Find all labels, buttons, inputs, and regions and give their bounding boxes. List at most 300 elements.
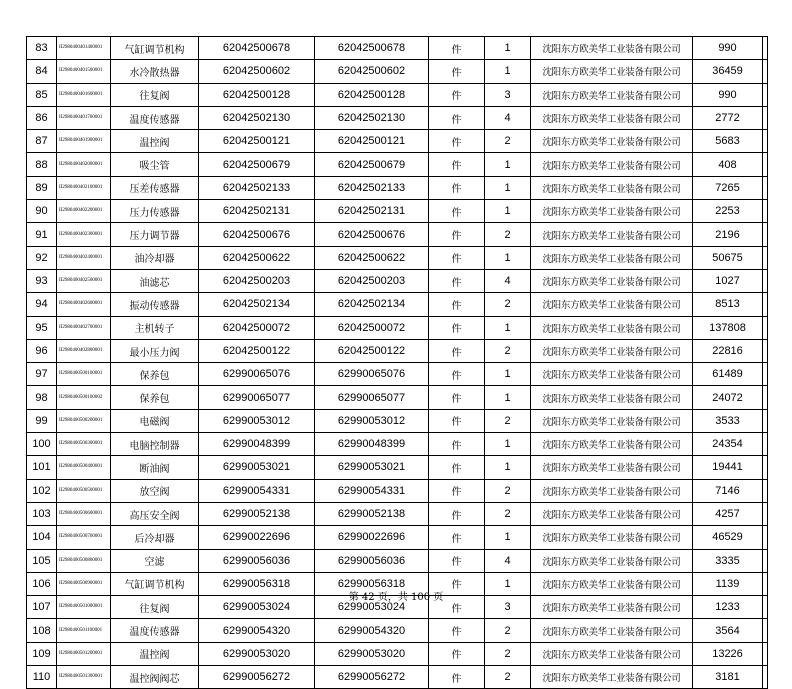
empty-cell xyxy=(763,526,768,549)
item-name-cell: 压力传感器 xyxy=(111,200,199,223)
part-number-cell: 62990065077 xyxy=(199,386,315,409)
material-code-cell: II2980400401600001 xyxy=(57,83,111,106)
quantity-cell: 1 xyxy=(485,363,531,386)
empty-cell xyxy=(763,363,768,386)
item-name-cell: 最小压力阀 xyxy=(111,339,199,362)
part-number-alt-cell: 62990052138 xyxy=(315,502,429,525)
part-number-cell: 62042502130 xyxy=(199,106,315,129)
empty-cell xyxy=(763,339,768,362)
item-name-cell: 油滤芯 xyxy=(111,269,199,292)
material-code-cell: II2980400500100001 xyxy=(57,363,111,386)
unit-cell: 件 xyxy=(429,60,485,83)
unit-cell: 件 xyxy=(429,37,485,60)
empty-cell xyxy=(763,642,768,665)
empty-cell xyxy=(763,666,768,689)
part-number-cell: 62042502131 xyxy=(199,200,315,223)
part-number-cell: 62990056318 xyxy=(199,572,315,595)
price-cell: 46529 xyxy=(693,526,763,549)
supplier-cell: 沈阳东方欧美华工业装备有限公司 xyxy=(531,433,693,456)
item-name-cell: 放空阀 xyxy=(111,479,199,502)
row-number-cell: 99 xyxy=(27,409,57,432)
row-number-cell: 97 xyxy=(27,363,57,386)
price-cell: 1233 xyxy=(693,596,763,619)
part-number-alt-cell: 62990056036 xyxy=(315,549,429,572)
empty-cell xyxy=(763,433,768,456)
part-number-alt-cell: 62042500676 xyxy=(315,223,429,246)
supplier-cell: 沈阳东方欧美华工业装备有限公司 xyxy=(531,339,693,362)
part-number-alt-cell: 62042500679 xyxy=(315,153,429,176)
part-number-alt-cell: 62042502133 xyxy=(315,176,429,199)
item-name-cell: 高压安全阀 xyxy=(111,502,199,525)
part-number-alt-cell: 62042500128 xyxy=(315,83,429,106)
empty-cell xyxy=(763,200,768,223)
empty-cell xyxy=(763,502,768,525)
part-number-cell: 62042500128 xyxy=(199,83,315,106)
row-number-cell: 95 xyxy=(27,316,57,339)
row-number-cell: 108 xyxy=(27,619,57,642)
price-cell: 5683 xyxy=(693,130,763,153)
supplier-cell: 沈阳东方欧美华工业装备有限公司 xyxy=(531,83,693,106)
empty-cell xyxy=(763,293,768,316)
empty-cell xyxy=(763,176,768,199)
part-number-alt-cell: 62042500203 xyxy=(315,269,429,292)
unit-cell: 件 xyxy=(429,642,485,665)
supplier-cell: 沈阳东方欧美华工业装备有限公司 xyxy=(531,549,693,572)
part-number-cell: 62042500679 xyxy=(199,153,315,176)
quantity-cell: 1 xyxy=(485,60,531,83)
unit-cell: 件 xyxy=(429,176,485,199)
unit-cell: 件 xyxy=(429,269,485,292)
quantity-cell: 2 xyxy=(485,619,531,642)
price-cell: 8513 xyxy=(693,293,763,316)
row-number-cell: 88 xyxy=(27,153,57,176)
part-number-cell: 62990056036 xyxy=(199,549,315,572)
item-name-cell: 往复阀 xyxy=(111,83,199,106)
price-cell: 50675 xyxy=(693,246,763,269)
table-row xyxy=(27,433,768,456)
unit-cell: 件 xyxy=(429,200,485,223)
item-name-cell: 水冷散热器 xyxy=(111,60,199,83)
table-row xyxy=(27,502,768,525)
material-code-cell: II2980400402600001 xyxy=(57,293,111,316)
quantity-cell: 1 xyxy=(485,246,531,269)
unit-cell: 件 xyxy=(429,619,485,642)
unit-cell: 件 xyxy=(429,316,485,339)
supplier-cell: 沈阳东方欧美华工业装备有限公司 xyxy=(531,363,693,386)
part-number-cell: 62990054320 xyxy=(199,619,315,642)
part-number-alt-cell: 62990053024 xyxy=(315,596,429,619)
price-cell: 36459 xyxy=(693,60,763,83)
empty-cell xyxy=(763,409,768,432)
material-code-cell: II2980400402200001 xyxy=(57,200,111,223)
item-name-cell: 空滤 xyxy=(111,549,199,572)
part-number-alt-cell: 62042500622 xyxy=(315,246,429,269)
price-cell: 3181 xyxy=(693,666,763,689)
table-row xyxy=(27,386,768,409)
material-code-cell: II2980400401700001 xyxy=(57,106,111,129)
material-code-cell: II2980400501100001 xyxy=(57,619,111,642)
unit-cell: 件 xyxy=(429,223,485,246)
unit-cell: 件 xyxy=(429,456,485,479)
part-number-cell: 62042500602 xyxy=(199,60,315,83)
unit-cell: 件 xyxy=(429,153,485,176)
item-name-cell: 温度传感器 xyxy=(111,106,199,129)
item-name-cell: 温控阀 xyxy=(111,642,199,665)
part-number-cell: 62990022696 xyxy=(199,526,315,549)
price-cell: 408 xyxy=(693,153,763,176)
quantity-cell: 1 xyxy=(485,572,531,595)
price-cell: 1139 xyxy=(693,572,763,595)
price-cell: 990 xyxy=(693,37,763,60)
quantity-cell: 1 xyxy=(485,433,531,456)
part-number-alt-cell: 62042502130 xyxy=(315,106,429,129)
item-name-cell: 后冷却器 xyxy=(111,526,199,549)
item-name-cell: 电脑控制器 xyxy=(111,433,199,456)
row-number-cell: 106 xyxy=(27,572,57,595)
price-cell: 7265 xyxy=(693,176,763,199)
part-number-alt-cell: 62042500678 xyxy=(315,37,429,60)
table-row xyxy=(27,339,768,362)
part-number-alt-cell: 62042500602 xyxy=(315,60,429,83)
supplier-cell: 沈阳东方欧美华工业装备有限公司 xyxy=(531,293,693,316)
row-number-cell: 93 xyxy=(27,269,57,292)
material-code-cell: II2980400401900001 xyxy=(57,130,111,153)
supplier-cell: 沈阳东方欧美华工业装备有限公司 xyxy=(531,176,693,199)
quantity-cell: 2 xyxy=(485,642,531,665)
part-number-alt-cell: 62990054320 xyxy=(315,619,429,642)
price-cell: 22816 xyxy=(693,339,763,362)
row-number-cell: 109 xyxy=(27,642,57,665)
supplier-cell: 沈阳东方欧美华工业装备有限公司 xyxy=(531,246,693,269)
part-number-cell: 62042500122 xyxy=(199,339,315,362)
price-cell: 2772 xyxy=(693,106,763,129)
part-number-cell: 62990053020 xyxy=(199,642,315,665)
empty-cell xyxy=(763,83,768,106)
part-number-alt-cell: 62042502134 xyxy=(315,293,429,316)
row-number-cell: 89 xyxy=(27,176,57,199)
part-number-cell: 62990053012 xyxy=(199,409,315,432)
price-cell: 19441 xyxy=(693,456,763,479)
empty-cell xyxy=(763,386,768,409)
part-number-cell: 62990052138 xyxy=(199,502,315,525)
quantity-cell: 1 xyxy=(485,200,531,223)
row-number-cell: 83 xyxy=(27,37,57,60)
empty-cell xyxy=(763,37,768,60)
supplier-cell: 沈阳东方欧美华工业装备有限公司 xyxy=(531,223,693,246)
table-row xyxy=(27,223,768,246)
price-cell: 7146 xyxy=(693,479,763,502)
empty-cell xyxy=(763,223,768,246)
table-row xyxy=(27,409,768,432)
row-number-cell: 101 xyxy=(27,456,57,479)
quantity-cell: 2 xyxy=(485,223,531,246)
part-number-cell: 62990065076 xyxy=(199,363,315,386)
empty-cell xyxy=(763,479,768,502)
row-number-cell: 87 xyxy=(27,130,57,153)
unit-cell: 件 xyxy=(429,596,485,619)
row-number-cell: 98 xyxy=(27,386,57,409)
part-number-alt-cell: 62990056272 xyxy=(315,666,429,689)
item-name-cell: 气缸调节机构 xyxy=(111,37,199,60)
empty-cell xyxy=(763,456,768,479)
part-number-alt-cell: 62990065076 xyxy=(315,363,429,386)
unit-cell: 件 xyxy=(429,293,485,316)
supplier-cell: 沈阳东方欧美华工业装备有限公司 xyxy=(531,572,693,595)
table-row xyxy=(27,479,768,502)
part-number-cell: 62042500072 xyxy=(199,316,315,339)
price-cell: 1027 xyxy=(693,269,763,292)
material-code-cell: II2980400501200001 xyxy=(57,642,111,665)
part-number-cell: 62042500676 xyxy=(199,223,315,246)
unit-cell: 件 xyxy=(429,433,485,456)
unit-cell: 件 xyxy=(429,479,485,502)
part-number-alt-cell: 62990054331 xyxy=(315,479,429,502)
row-number-cell: 105 xyxy=(27,549,57,572)
part-number-alt-cell: 62990056318 xyxy=(315,572,429,595)
row-number-cell: 91 xyxy=(27,223,57,246)
item-name-cell: 保养包 xyxy=(111,386,199,409)
material-code-cell: II2980400500800001 xyxy=(57,549,111,572)
table-row xyxy=(27,642,768,665)
supplier-cell: 沈阳东方欧美华工业装备有限公司 xyxy=(531,456,693,479)
part-number-alt-cell: 62990053021 xyxy=(315,456,429,479)
supplier-cell: 沈阳东方欧美华工业装备有限公司 xyxy=(531,619,693,642)
unit-cell: 件 xyxy=(429,409,485,432)
supplier-cell: 沈阳东方欧美华工业装备有限公司 xyxy=(531,200,693,223)
row-number-cell: 94 xyxy=(27,293,57,316)
row-number-cell: 104 xyxy=(27,526,57,549)
table-row xyxy=(27,666,768,689)
empty-cell xyxy=(763,130,768,153)
material-code-cell: II2980400500300001 xyxy=(57,433,111,456)
item-name-cell: 振动传感器 xyxy=(111,293,199,316)
material-code-cell: II2980400500400001 xyxy=(57,456,111,479)
price-cell: 990 xyxy=(693,83,763,106)
part-number-cell: 62042500203 xyxy=(199,269,315,292)
material-code-cell: II2980400501000001 xyxy=(57,596,111,619)
quantity-cell: 2 xyxy=(485,502,531,525)
material-code-cell: II2980400402400001 xyxy=(57,246,111,269)
empty-cell xyxy=(763,619,768,642)
part-number-alt-cell: 62042500072 xyxy=(315,316,429,339)
table-row xyxy=(27,60,768,83)
quantity-cell: 1 xyxy=(485,176,531,199)
unit-cell: 件 xyxy=(429,106,485,129)
part-number-alt-cell: 62042500121 xyxy=(315,130,429,153)
material-code-cell: II2980400401500001 xyxy=(57,60,111,83)
supplier-cell: 沈阳东方欧美华工业装备有限公司 xyxy=(531,269,693,292)
quantity-cell: 2 xyxy=(485,409,531,432)
supplier-cell: 沈阳东方欧美华工业装备有限公司 xyxy=(531,596,693,619)
row-number-cell: 85 xyxy=(27,83,57,106)
material-code-cell: II2980400501300001 xyxy=(57,666,111,689)
unit-cell: 件 xyxy=(429,363,485,386)
unit-cell: 件 xyxy=(429,386,485,409)
price-cell: 13226 xyxy=(693,642,763,665)
page-footer: 第 42 页，共 100 页 xyxy=(348,592,444,603)
material-code-cell: II2980400500100002 xyxy=(57,386,111,409)
price-cell: 24354 xyxy=(693,433,763,456)
supplier-cell: 沈阳东方欧美华工业装备有限公司 xyxy=(531,409,693,432)
part-number-cell: 62990054331 xyxy=(199,479,315,502)
item-name-cell: 电磁阀 xyxy=(111,409,199,432)
quantity-cell: 1 xyxy=(485,456,531,479)
unit-cell: 件 xyxy=(429,83,485,106)
supplier-cell: 沈阳东方欧美华工业装备有限公司 xyxy=(531,666,693,689)
material-code-cell: II2980400402100001 xyxy=(57,176,111,199)
item-name-cell: 温控阀 xyxy=(111,130,199,153)
table-row xyxy=(27,37,768,60)
quantity-cell: 1 xyxy=(485,37,531,60)
row-number-cell: 84 xyxy=(27,60,57,83)
price-cell: 3564 xyxy=(693,619,763,642)
material-code-cell: II2980400500900001 xyxy=(57,572,111,595)
part-number-alt-cell: 62042502131 xyxy=(315,200,429,223)
item-name-cell: 温控阀阀芯 xyxy=(111,666,199,689)
item-name-cell: 保养包 xyxy=(111,363,199,386)
part-number-cell: 62990056272 xyxy=(199,666,315,689)
supplier-cell: 沈阳东方欧美华工业装备有限公司 xyxy=(531,316,693,339)
row-number-cell: 90 xyxy=(27,200,57,223)
item-name-cell: 温度传感器 xyxy=(111,619,199,642)
empty-cell xyxy=(763,60,768,83)
quantity-cell: 2 xyxy=(485,130,531,153)
unit-cell: 件 xyxy=(429,572,485,595)
empty-cell xyxy=(763,269,768,292)
quantity-cell: 1 xyxy=(485,526,531,549)
table-row xyxy=(27,526,768,549)
row-number-cell: 107 xyxy=(27,596,57,619)
unit-cell: 件 xyxy=(429,502,485,525)
unit-cell: 件 xyxy=(429,246,485,269)
quantity-cell: 3 xyxy=(485,83,531,106)
empty-cell xyxy=(763,549,768,572)
unit-cell: 件 xyxy=(429,549,485,572)
quantity-cell: 3 xyxy=(485,596,531,619)
row-number-cell: 102 xyxy=(27,479,57,502)
material-code-cell: II2980400402300001 xyxy=(57,223,111,246)
quantity-cell: 2 xyxy=(485,666,531,689)
supplier-cell: 沈阳东方欧美华工业装备有限公司 xyxy=(531,526,693,549)
empty-cell xyxy=(763,153,768,176)
table-row xyxy=(27,176,768,199)
part-number-cell: 62042502133 xyxy=(199,176,315,199)
price-cell: 3533 xyxy=(693,409,763,432)
quantity-cell: 4 xyxy=(485,269,531,292)
table-row xyxy=(27,269,768,292)
unit-cell: 件 xyxy=(429,339,485,362)
material-code-cell: II2980400402700001 xyxy=(57,316,111,339)
quantity-cell: 1 xyxy=(485,386,531,409)
row-number-cell: 100 xyxy=(27,433,57,456)
price-cell: 24072 xyxy=(693,386,763,409)
supplier-cell: 沈阳东方欧美华工业装备有限公司 xyxy=(531,502,693,525)
material-code-cell: II2980400500200001 xyxy=(57,409,111,432)
material-code-cell: II2980400500500001 xyxy=(57,479,111,502)
quantity-cell: 2 xyxy=(485,339,531,362)
table-row xyxy=(27,153,768,176)
supplier-cell: 沈阳东方欧美华工业装备有限公司 xyxy=(531,37,693,60)
part-number-cell: 62042500678 xyxy=(199,37,315,60)
table-row xyxy=(27,83,768,106)
table-row xyxy=(27,549,768,572)
quantity-cell: 4 xyxy=(485,106,531,129)
material-code-cell: II2980400401400001 xyxy=(57,37,111,60)
part-number-cell: 62042502134 xyxy=(199,293,315,316)
part-number-cell: 62990053021 xyxy=(199,456,315,479)
supplier-cell: 沈阳东方欧美华工业装备有限公司 xyxy=(531,479,693,502)
unit-cell: 件 xyxy=(429,130,485,153)
quantity-cell: 2 xyxy=(485,293,531,316)
item-name-cell: 气缸调节机构 xyxy=(111,572,199,595)
table-row xyxy=(27,106,768,129)
price-cell: 61489 xyxy=(693,363,763,386)
table-row xyxy=(27,316,768,339)
supplier-cell: 沈阳东方欧美华工业装备有限公司 xyxy=(531,642,693,665)
item-name-cell: 压力调节器 xyxy=(111,223,199,246)
part-number-alt-cell: 62990065077 xyxy=(315,386,429,409)
quantity-cell: 1 xyxy=(485,153,531,176)
row-number-cell: 110 xyxy=(27,666,57,689)
part-number-cell: 62990053024 xyxy=(199,596,315,619)
item-name-cell: 油冷却器 xyxy=(111,246,199,269)
supplier-cell: 沈阳东方欧美华工业装备有限公司 xyxy=(531,130,693,153)
table-row xyxy=(27,363,768,386)
item-name-cell: 断油阀 xyxy=(111,456,199,479)
price-cell: 2253 xyxy=(693,200,763,223)
row-number-cell: 92 xyxy=(27,246,57,269)
part-number-alt-cell: 62990022696 xyxy=(315,526,429,549)
quantity-cell: 1 xyxy=(485,316,531,339)
material-code-cell: II2980400500700001 xyxy=(57,526,111,549)
empty-cell xyxy=(763,246,768,269)
material-code-cell: II2980400500600001 xyxy=(57,502,111,525)
empty-cell xyxy=(763,106,768,129)
table-row xyxy=(27,293,768,316)
table-row xyxy=(27,456,768,479)
table-row xyxy=(27,246,768,269)
row-number-cell: 103 xyxy=(27,502,57,525)
material-code-cell: II2980400402800001 xyxy=(57,339,111,362)
unit-cell: 件 xyxy=(429,666,485,689)
item-name-cell: 压差传感器 xyxy=(111,176,199,199)
row-number-cell: 96 xyxy=(27,339,57,362)
price-cell: 137808 xyxy=(693,316,763,339)
part-number-alt-cell: 62042500122 xyxy=(315,339,429,362)
supplier-cell: 沈阳东方欧美华工业装备有限公司 xyxy=(531,153,693,176)
supplier-cell: 沈阳东方欧美华工业装备有限公司 xyxy=(531,106,693,129)
table-row xyxy=(27,130,768,153)
item-name-cell: 往复阀 xyxy=(111,596,199,619)
price-cell: 3335 xyxy=(693,549,763,572)
item-name-cell: 吸尘管 xyxy=(111,153,199,176)
empty-cell xyxy=(763,316,768,339)
price-cell: 2196 xyxy=(693,223,763,246)
supplier-cell: 沈阳东方欧美华工业装备有限公司 xyxy=(531,60,693,83)
table-row xyxy=(27,200,768,223)
price-cell: 4257 xyxy=(693,502,763,525)
unit-cell: 件 xyxy=(429,526,485,549)
part-number-cell: 62990048399 xyxy=(199,433,315,456)
supplier-cell: 沈阳东方欧美华工业装备有限公司 xyxy=(531,386,693,409)
part-number-alt-cell: 62990053020 xyxy=(315,642,429,665)
part-number-alt-cell: 62990053012 xyxy=(315,409,429,432)
part-number-alt-cell: 62990048399 xyxy=(315,433,429,456)
material-code-cell: II2980400402500001 xyxy=(57,269,111,292)
part-number-cell: 62042500622 xyxy=(199,246,315,269)
material-code-cell: II2980400402000001 xyxy=(57,153,111,176)
quantity-cell: 2 xyxy=(485,479,531,502)
